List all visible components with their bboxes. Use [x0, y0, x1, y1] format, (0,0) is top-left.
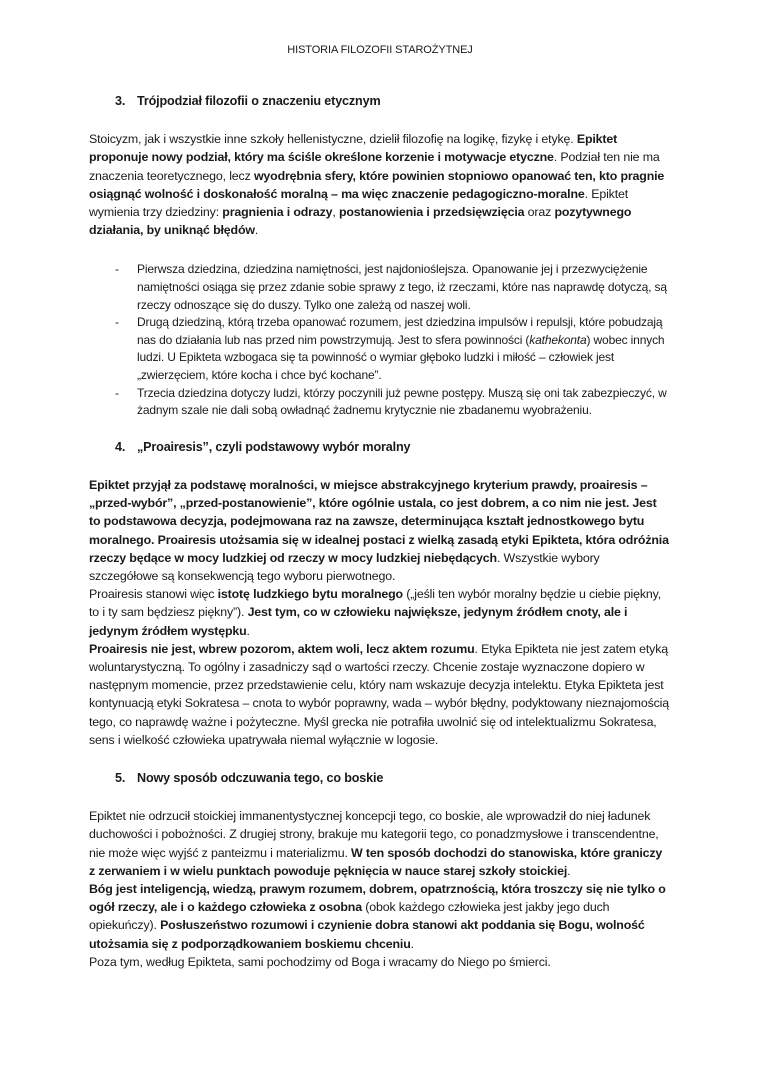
- text-run: .: [410, 936, 414, 951]
- page-content: [89, 92, 669, 971]
- text-run: Proairesis stanowi więc: [89, 587, 218, 602]
- running-header: HISTORIA FILOZOFII STAROŻYTNEJ: [287, 44, 473, 56]
- text-run: Stoicyzm, jak i wszystkie inne szkoły hellenistyczne, dzielił filozofię na logikę, fizykę i etykę.: [89, 132, 577, 147]
- text-run: . Etyka Epikteta nie jest zatem etyką woluntarystyczną. To ogólny i zasadniczy sąd o wartości rzeczy. Chcenie zostaje wyznaczone dopiero w następnym momencie, przez przedstawienie celu, który nam wskazuje decyzja intelektu. Etyka Epikteta jest kontynuacją etyki Sokratesa – cnota to wybór poprawny, wada – wybór błędny, podyktowany nieznajomością tego, co naprawdę ważne i pożyteczne. Myśl grecka nie potrafiła uwolnić się od intelektualizmu Sokratesa, sens i wielkość człowieka upatrywała niemal wyłącznie w logosie.: [89, 641, 670, 747]
- text-run: wyodrębnia sfery, które powinien stopniowo opanować ten, kto pragnie osiągnąć wolność i doskonałość moralną – ma więc znaczenie pedagogiczno-moralne: [89, 168, 665, 201]
- text-run: Proairesis nie jest, wbrew pozorom, aktem woli, lecz aktem rozumu: [89, 641, 475, 656]
- section-title: Nowy sposób odczuwania tego, co boskie: [137, 771, 384, 786]
- text-run: . Podział ten nie ma znaczenia teoretycznego, lecz: [89, 150, 660, 183]
- list-item: [89, 261, 669, 314]
- section-5-paragraph-2: [89, 880, 669, 953]
- text-run: postanowienia i przedsięwzięcia: [338, 205, 525, 220]
- text-run: .: [246, 623, 250, 638]
- section-title: „Proairesis”, czyli podstawowy wybór moralny: [137, 439, 411, 454]
- dash-bullet: -: [115, 385, 119, 400]
- list-item: [89, 314, 669, 384]
- text-run: Epiktet nie odrzucił stoickiej immanentystycznej koncepcji tego, co boskie, ale wprowadził do niej ładunek duchowości i pobożności. Z drugiej strony, brakuje mu kategorii tego, co ponadzmysłowe i transcendentne, nie może więc wyjść z panteizmu i materializmu.: [89, 809, 659, 860]
- text-run: Posłuszeństwo rozumowi i czynienie dobra stanowi akt poddania się Bogu, wolność utożsamia się z podporządkowaniem boskiemu chceniu: [89, 918, 645, 951]
- text-run: (obok każdego człowieka jest jakby jego duch opiekuńczy).: [89, 900, 610, 933]
- text-run: pozytywnego działania, by uniknąć błędów: [89, 205, 632, 238]
- text-run: .: [567, 863, 571, 878]
- text-run: Bóg jest inteligencją, wiedzą, prawym rozumem, dobrem, opatrznością, która troszczy się nie tylko o ogół rzeczy, ale i o każdego człowieka z osobna: [89, 882, 666, 915]
- section-number: 3.: [115, 94, 126, 108]
- section-4-paragraph-1: [89, 476, 669, 585]
- section-5-paragraph-3: [89, 953, 669, 971]
- text-run: Trzecia dziedzina dotyczy ludzi, którzy poczynili już pewne postępy. Muszą się oni tak zabezpieczyć, w żadnym szale nie dali sobą owładnąć żadnemu krytycznie nie zbadanemu wyobrażeniu.: [137, 385, 667, 418]
- section-5-heading: [115, 769, 669, 787]
- text-run: ,: [332, 205, 339, 220]
- text-run: . Wszystkie wybory szczegółowe są konsekwencją tego wyboru pierwotnego.: [89, 550, 600, 583]
- list-item-text: [137, 262, 667, 311]
- section-3-heading: [115, 92, 669, 110]
- text-run: kathekonta: [529, 332, 587, 347]
- text-run: . Epiktet wymienia trzy dziedziny:: [89, 186, 629, 220]
- dash-bullet: -: [115, 315, 119, 330]
- text-run: .: [254, 223, 259, 238]
- section-5-paragraph-1: [89, 807, 669, 880]
- section-3-list: [89, 261, 669, 419]
- section-3-paragraph: [89, 130, 669, 239]
- section-number: 4.: [115, 439, 126, 454]
- section-4-heading: [115, 438, 669, 456]
- text-run: istotę ludzkiego bytu moralnego: [217, 587, 403, 602]
- text-run: Pierwsza dziedzina, dziedzina namiętności, jest najdonioślejsza. Opanowanie jej i przezwyciężenie namiętności osiąga się przez zdanie sobie sprawy z tego, iż rzeczami, które nas naprawdę dotyczą, są rzeczy odnoszące się do duszy. Tylko one zależą od naszej woli.: [137, 262, 667, 312]
- text-run: Poza tym, według Epikteta, sami pochodzimy od Boga i wracamy do Niego po śmierci.: [89, 954, 551, 969]
- dash-bullet: -: [115, 262, 119, 277]
- list-item-text: [137, 386, 667, 418]
- section-4-paragraph-2: [89, 585, 669, 640]
- text-run: oraz: [524, 205, 555, 220]
- section-4-paragraph-3: [89, 640, 669, 749]
- text-run: Jest tym, co w człowieku największe, jedynym źródłem cnoty, ale i jedynym źródłem występku: [89, 605, 628, 638]
- section-number: 5.: [115, 771, 126, 786]
- list-item: [89, 385, 669, 420]
- section-title: Trójpodział filozofii o znaczeniu etycznym: [137, 94, 381, 108]
- text-run: Epiktet przyjął za podstawę moralności, w miejsce abstrakcyjnego kryterium prawdy, proairesis – „przed-wybór”, „przed-postanowienie”, które ogólnie ustala, co jest dobrem, a co nim nie jest. Jest to podstawowa decyzja, podejmowana raz na zawsze, determinująca kształt jednostkowego bytu moralnego. Proairesis utożsamia się w idealnej postaci z wielką zasadą etyki Epikteta, która odróżnia rzeczy będące w mocy ludzkiej od rzeczy w mocy ludzkiej niebędących: [89, 477, 669, 565]
- text-run: Epiktet proponuje nowy podział, który ma ściśle określone korzenie i motywacje etyczne: [89, 132, 618, 165]
- text-run: ) wobec innych ludzi. U Epikteta wzbogaca się ta powinność o wymiar głęboko ludzki i miłość – człowiek jest „zwierzęciem, które kocha i chce być kochane”.: [137, 332, 665, 382]
- text-run: Drugą dziedziną, którą trzeba opanować rozumem, jest dziedzina impulsów i repulsji, które pobudzają nas do działania lub nas przed nim powstrzymują. Jest to sfera powinności (: [137, 315, 663, 347]
- text-run: W ten sposób dochodzi do stanowiska, które graniczy z zerwaniem i w wielu punktach powoduje pęknięcia w nauce starej szkoły stoickiej: [89, 845, 663, 878]
- text-run: pragnienia i odrazy: [222, 205, 333, 220]
- text-run: („jeśli ten wybór moralny będzie u ciebie piękny, to i ty sam będziesz piękny”).: [89, 587, 662, 620]
- list-item-text: [137, 315, 664, 382]
